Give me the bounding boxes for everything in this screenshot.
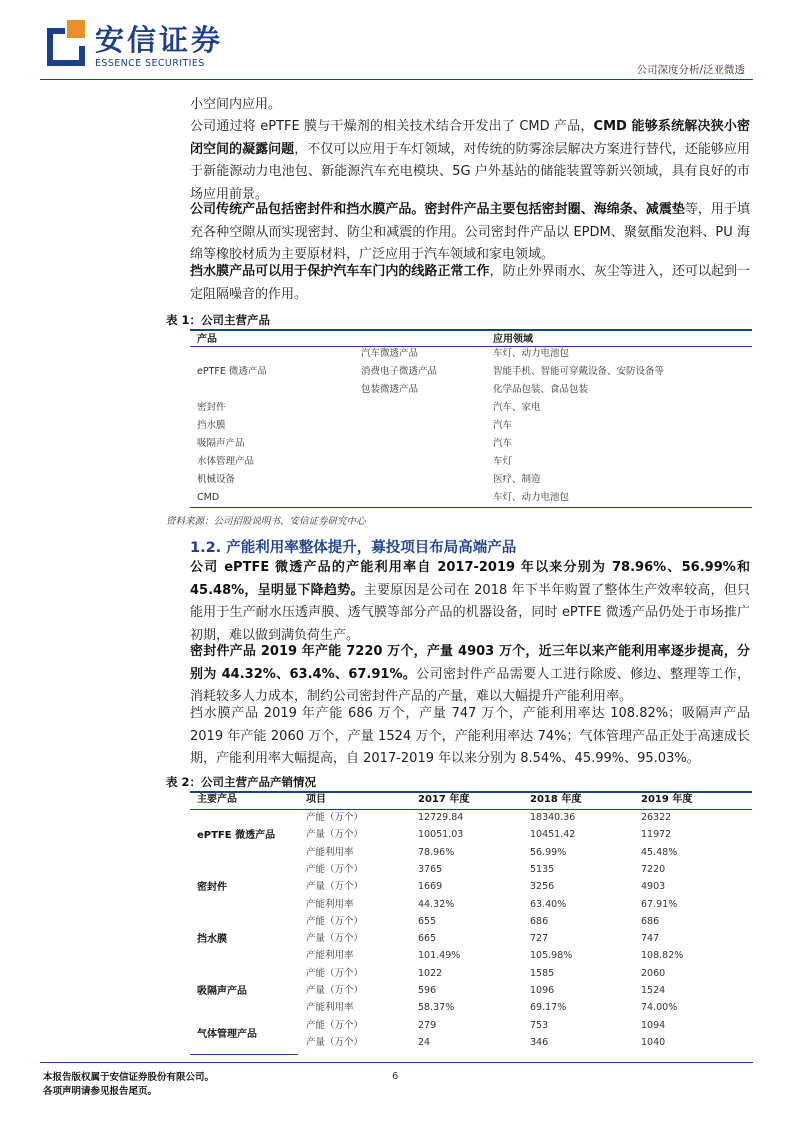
table1-product: 吸隔声产品 bbox=[197, 438, 245, 449]
paragraph-bold: 挡水膜产品可以用于保护汽车车门内的线路正常工作 bbox=[190, 264, 490, 279]
table2-value-cell: 1096 bbox=[530, 985, 555, 996]
table1-bottom-rule bbox=[190, 507, 752, 508]
table2-value-cell: 3256 bbox=[530, 881, 555, 893]
table1-header-product: 产品 bbox=[197, 334, 217, 345]
paragraph-eptfe-utilization bbox=[190, 557, 750, 647]
intro-line: 小空间内应用。 bbox=[190, 97, 282, 112]
table1-group-eptfe: ePTFE 微透产品 bbox=[197, 366, 267, 377]
table2-value-cell: 596 bbox=[418, 985, 437, 996]
footer-copyright: 本报告版权属于安信证券股份有限公司。 bbox=[43, 1072, 215, 1083]
table1-source: 资料来源：公司招股说明书、安信证券研究中心 bbox=[166, 516, 366, 527]
table2-value-cell: 1022 bbox=[418, 967, 443, 979]
table1-product: 机械设备 bbox=[197, 474, 236, 485]
table2-value-cell: 7220 bbox=[641, 863, 666, 875]
footer-divider bbox=[40, 1062, 753, 1063]
table1-subproduct: 汽车微透产品 bbox=[361, 348, 419, 359]
table1-product: 挡水膜 bbox=[197, 420, 226, 431]
table2-value-cell: 26322 bbox=[641, 812, 672, 823]
table1-header-rule bbox=[190, 346, 752, 347]
table2-value-cell: 10051.03 bbox=[418, 829, 464, 841]
paragraph-text: 主要原因是公司在 2018 年下半年购置了整体生产效率较高，但只能用于生产耐水压透声膜、透气膜等部分产品的机器设备，同时 ePTFE 微透产品仍处于市场推广初期，难以做到满负荷生产。 bbox=[190, 582, 750, 643]
table2-header-2017: 2017 年度 bbox=[418, 794, 470, 805]
paragraph-water-film bbox=[190, 261, 750, 306]
table2-value-cell: 108.82% bbox=[641, 950, 684, 962]
table1-application: 医疗、制造 bbox=[493, 474, 541, 485]
table1-application: 车灯、动力电池包 bbox=[493, 348, 570, 359]
table1-application: 智能手机、智能可穿戴设备、安防设备等 bbox=[493, 366, 665, 377]
table2-value-cell: 346 bbox=[530, 1036, 549, 1048]
table2-item-label: 产量（万个） bbox=[306, 1036, 364, 1048]
paragraph-text: 公司密封件产品需要人工进行除废、修边、整理等工作，消耗较多人力成本，制约公司密封件产品的产量，难以大幅提升产能利用率。 bbox=[190, 666, 750, 704]
paragraph-seal bbox=[190, 199, 750, 267]
table2-value-cell: 63.40% bbox=[530, 898, 567, 910]
table2-item-label: 产能利用率 bbox=[306, 1002, 354, 1014]
table1-application: 化学品包装、食品包装 bbox=[493, 384, 589, 395]
table2-value-cell: 12729.84 bbox=[418, 812, 464, 823]
table2-value-cell: 1585 bbox=[530, 967, 555, 979]
table2-item-label: 产能（万个） bbox=[306, 915, 364, 927]
table2-value-cell: 58.37% bbox=[418, 1002, 455, 1014]
paragraph-bold: 公司传统产品包括密封件和挡水膜产品。密封件产品主要包括密封圈、海绵条、减震垫 bbox=[190, 202, 685, 217]
table2-value-cell: 45.48% bbox=[641, 846, 678, 858]
paragraph-text: ，防止外界雨水、灰尘等进入，还可以起到一定阻隔噪音的作用。 bbox=[190, 264, 750, 302]
paragraph-bold: CMD 能够系统解决狭小密闭空间的凝露问题 bbox=[190, 119, 751, 157]
page-number: 6 bbox=[392, 1071, 399, 1082]
table2-header-2019: 2019 年度 bbox=[641, 794, 693, 805]
table2-value-cell: 753 bbox=[530, 1019, 549, 1031]
paragraph-seal-utilization bbox=[190, 641, 750, 709]
table2-value-cell: 1524 bbox=[641, 985, 666, 996]
paragraph-text: 公司通过将 ePTFE 膜与干燥剂的相关技术结合开发出了 CMD 产品， bbox=[190, 119, 594, 134]
table2-value-cell: 279 bbox=[418, 1019, 437, 1031]
table2-value-cell: 56.99% bbox=[530, 846, 567, 858]
table2-value-cell: 3765 bbox=[418, 863, 443, 875]
table2-value-cell: 686 bbox=[530, 915, 549, 927]
paragraph-cmd bbox=[190, 116, 750, 206]
table2-value-cell: 105.98% bbox=[530, 950, 573, 962]
table2-group-name: 密封件 bbox=[197, 881, 227, 893]
paragraph-text: ，不仅可以应用于车灯领域，对传统的防雾涂层解决方案进行替代，还能够应用于新能源动力电池包、新能源汽车充电模块、5G 户外基站的储能装置等新兴领域，具有良好的市场应用前景。 bbox=[190, 141, 750, 202]
table2-header-item: 项目 bbox=[306, 794, 326, 805]
paragraph-text: 等，用于填充各种空隙从而实现密封、防尘和减震的作用。公司密封件产品以 EPDM、聚氨酯发泡料、PU 海绵等橡胶材质为主要原材料，广泛应用于汽车领域和家电领域。 bbox=[190, 202, 750, 262]
table1-application: 车灯 bbox=[493, 456, 513, 467]
table2-value-cell: 69.17% bbox=[530, 1002, 567, 1014]
table1-application: 汽车 bbox=[493, 438, 513, 449]
paragraph-other-utilization: 挡水膜产品 2019 年产能 686 万个，产量 747 万个，产能利用率达 108.82%；吸隔声产品 2019 年产能 2060 万个，产量 1524 万个，产能利用率达 74%；气体管理产品正处于高速成长期，产能利用率大幅提高，自 2017-2019 年以来分别为 8.54%、45.99%、95.03%。 bbox=[190, 706, 750, 766]
logo-chinese-name: 安信证券 bbox=[95, 23, 224, 57]
table2-item-label: 产能（万个） bbox=[306, 1019, 364, 1031]
table2-group-name: ePTFE 微透产品 bbox=[197, 829, 276, 841]
table2-value-cell: 4903 bbox=[641, 881, 666, 893]
table2-header-rule bbox=[190, 809, 752, 810]
table2-item-label: 产能（万个） bbox=[306, 967, 364, 979]
logo-english-name: ESSENCE SECURITIES bbox=[95, 58, 205, 69]
table2-group-name: 吸隔声产品 bbox=[197, 985, 247, 997]
table2-bottom-rule bbox=[190, 1054, 298, 1055]
table2-item-label: 产能（万个） bbox=[306, 863, 364, 875]
table2-value-cell: 11972 bbox=[641, 829, 672, 841]
table2-item-label: 产量（万个） bbox=[306, 985, 364, 996]
table2-value-cell: 727 bbox=[530, 933, 549, 945]
table2-value-cell: 1040 bbox=[641, 1036, 666, 1048]
table2-header-2018: 2018 年度 bbox=[530, 794, 582, 805]
table2-value-cell: 67.91% bbox=[641, 898, 678, 910]
table2-value-cell: 44.32% bbox=[418, 898, 455, 910]
report-type: 公司深度分析/泛亚微透 bbox=[636, 64, 745, 76]
header-divider bbox=[40, 79, 753, 80]
table1-header-application: 应用领域 bbox=[493, 334, 533, 345]
table2-header-product: 主要产品 bbox=[197, 794, 237, 805]
table2-title: 表 2：公司主营产品产销情况 bbox=[166, 775, 317, 789]
section-heading: 1.2. 产能利用率整体提升，募投项目布局高端产品 bbox=[190, 540, 517, 556]
table2-group-name: 挡水膜 bbox=[197, 933, 227, 945]
table2-value-cell: 747 bbox=[641, 933, 660, 945]
table1-top-rule bbox=[190, 329, 752, 331]
table2-value-cell: 101.49% bbox=[418, 950, 461, 962]
table2-item-label: 产量（万个） bbox=[306, 829, 364, 841]
table2-value-cell: 5135 bbox=[530, 863, 555, 875]
footer-disclaimer-note: 各项声明请参见报告尾页。 bbox=[43, 1086, 158, 1097]
table2-group-name: 气体管理产品 bbox=[197, 1028, 257, 1040]
table2-item-label: 产能（万个） bbox=[306, 812, 364, 823]
table2-value-cell: 74.00% bbox=[641, 1002, 678, 1014]
table1-subproduct: 包装微透产品 bbox=[361, 384, 419, 395]
table1-product: CMD bbox=[197, 492, 220, 503]
table1-subproduct: 消费电子微透产品 bbox=[361, 366, 438, 377]
table2-value-cell: 1094 bbox=[641, 1019, 666, 1031]
table2-item-label: 产量（万个） bbox=[306, 881, 364, 893]
table1-application: 车灯、动力电池包 bbox=[493, 492, 570, 503]
company-logo-icon bbox=[43, 20, 85, 66]
table2-value-cell: 24 bbox=[418, 1036, 431, 1048]
table2-value-cell: 655 bbox=[418, 915, 437, 927]
table1-title: 表 1：公司主营产品 bbox=[166, 313, 271, 327]
table1-product: 密封件 bbox=[197, 402, 226, 413]
table2-value-cell: 686 bbox=[641, 915, 660, 927]
table2-item-label: 产能利用率 bbox=[306, 898, 354, 910]
table2-item-label: 产量（万个） bbox=[306, 933, 364, 945]
table2-value-cell: 1669 bbox=[418, 881, 443, 893]
table2-item-label: 产能利用率 bbox=[306, 950, 354, 962]
table2-value-cell: 18340.36 bbox=[530, 812, 576, 823]
table2-item-label: 产能利用率 bbox=[306, 846, 354, 858]
table1-product: 水体管理产品 bbox=[197, 456, 255, 467]
paragraph-bold: 密封件产品 2019 年产能 7220 万个，产量 4903 万个，近三年以来产能利用率逐步提高，分别为 44.32%、63.4%、67.91%。 bbox=[190, 644, 750, 682]
table1-application: 汽车 bbox=[493, 420, 513, 431]
table2-value-cell: 665 bbox=[418, 933, 437, 945]
table2-value-cell: 10451.42 bbox=[530, 829, 576, 841]
table1-application: 汽车、家电 bbox=[493, 402, 541, 413]
table2-value-cell: 2060 bbox=[641, 967, 666, 979]
paragraph-bold: 公司 ePTFE 微透产品的产能利用率自 2017-2019 年以来分别为 78.96%、56.99%和 45.48%，呈明显下降趋势。 bbox=[190, 560, 750, 598]
table2-value-cell: 78.96% bbox=[418, 846, 455, 858]
